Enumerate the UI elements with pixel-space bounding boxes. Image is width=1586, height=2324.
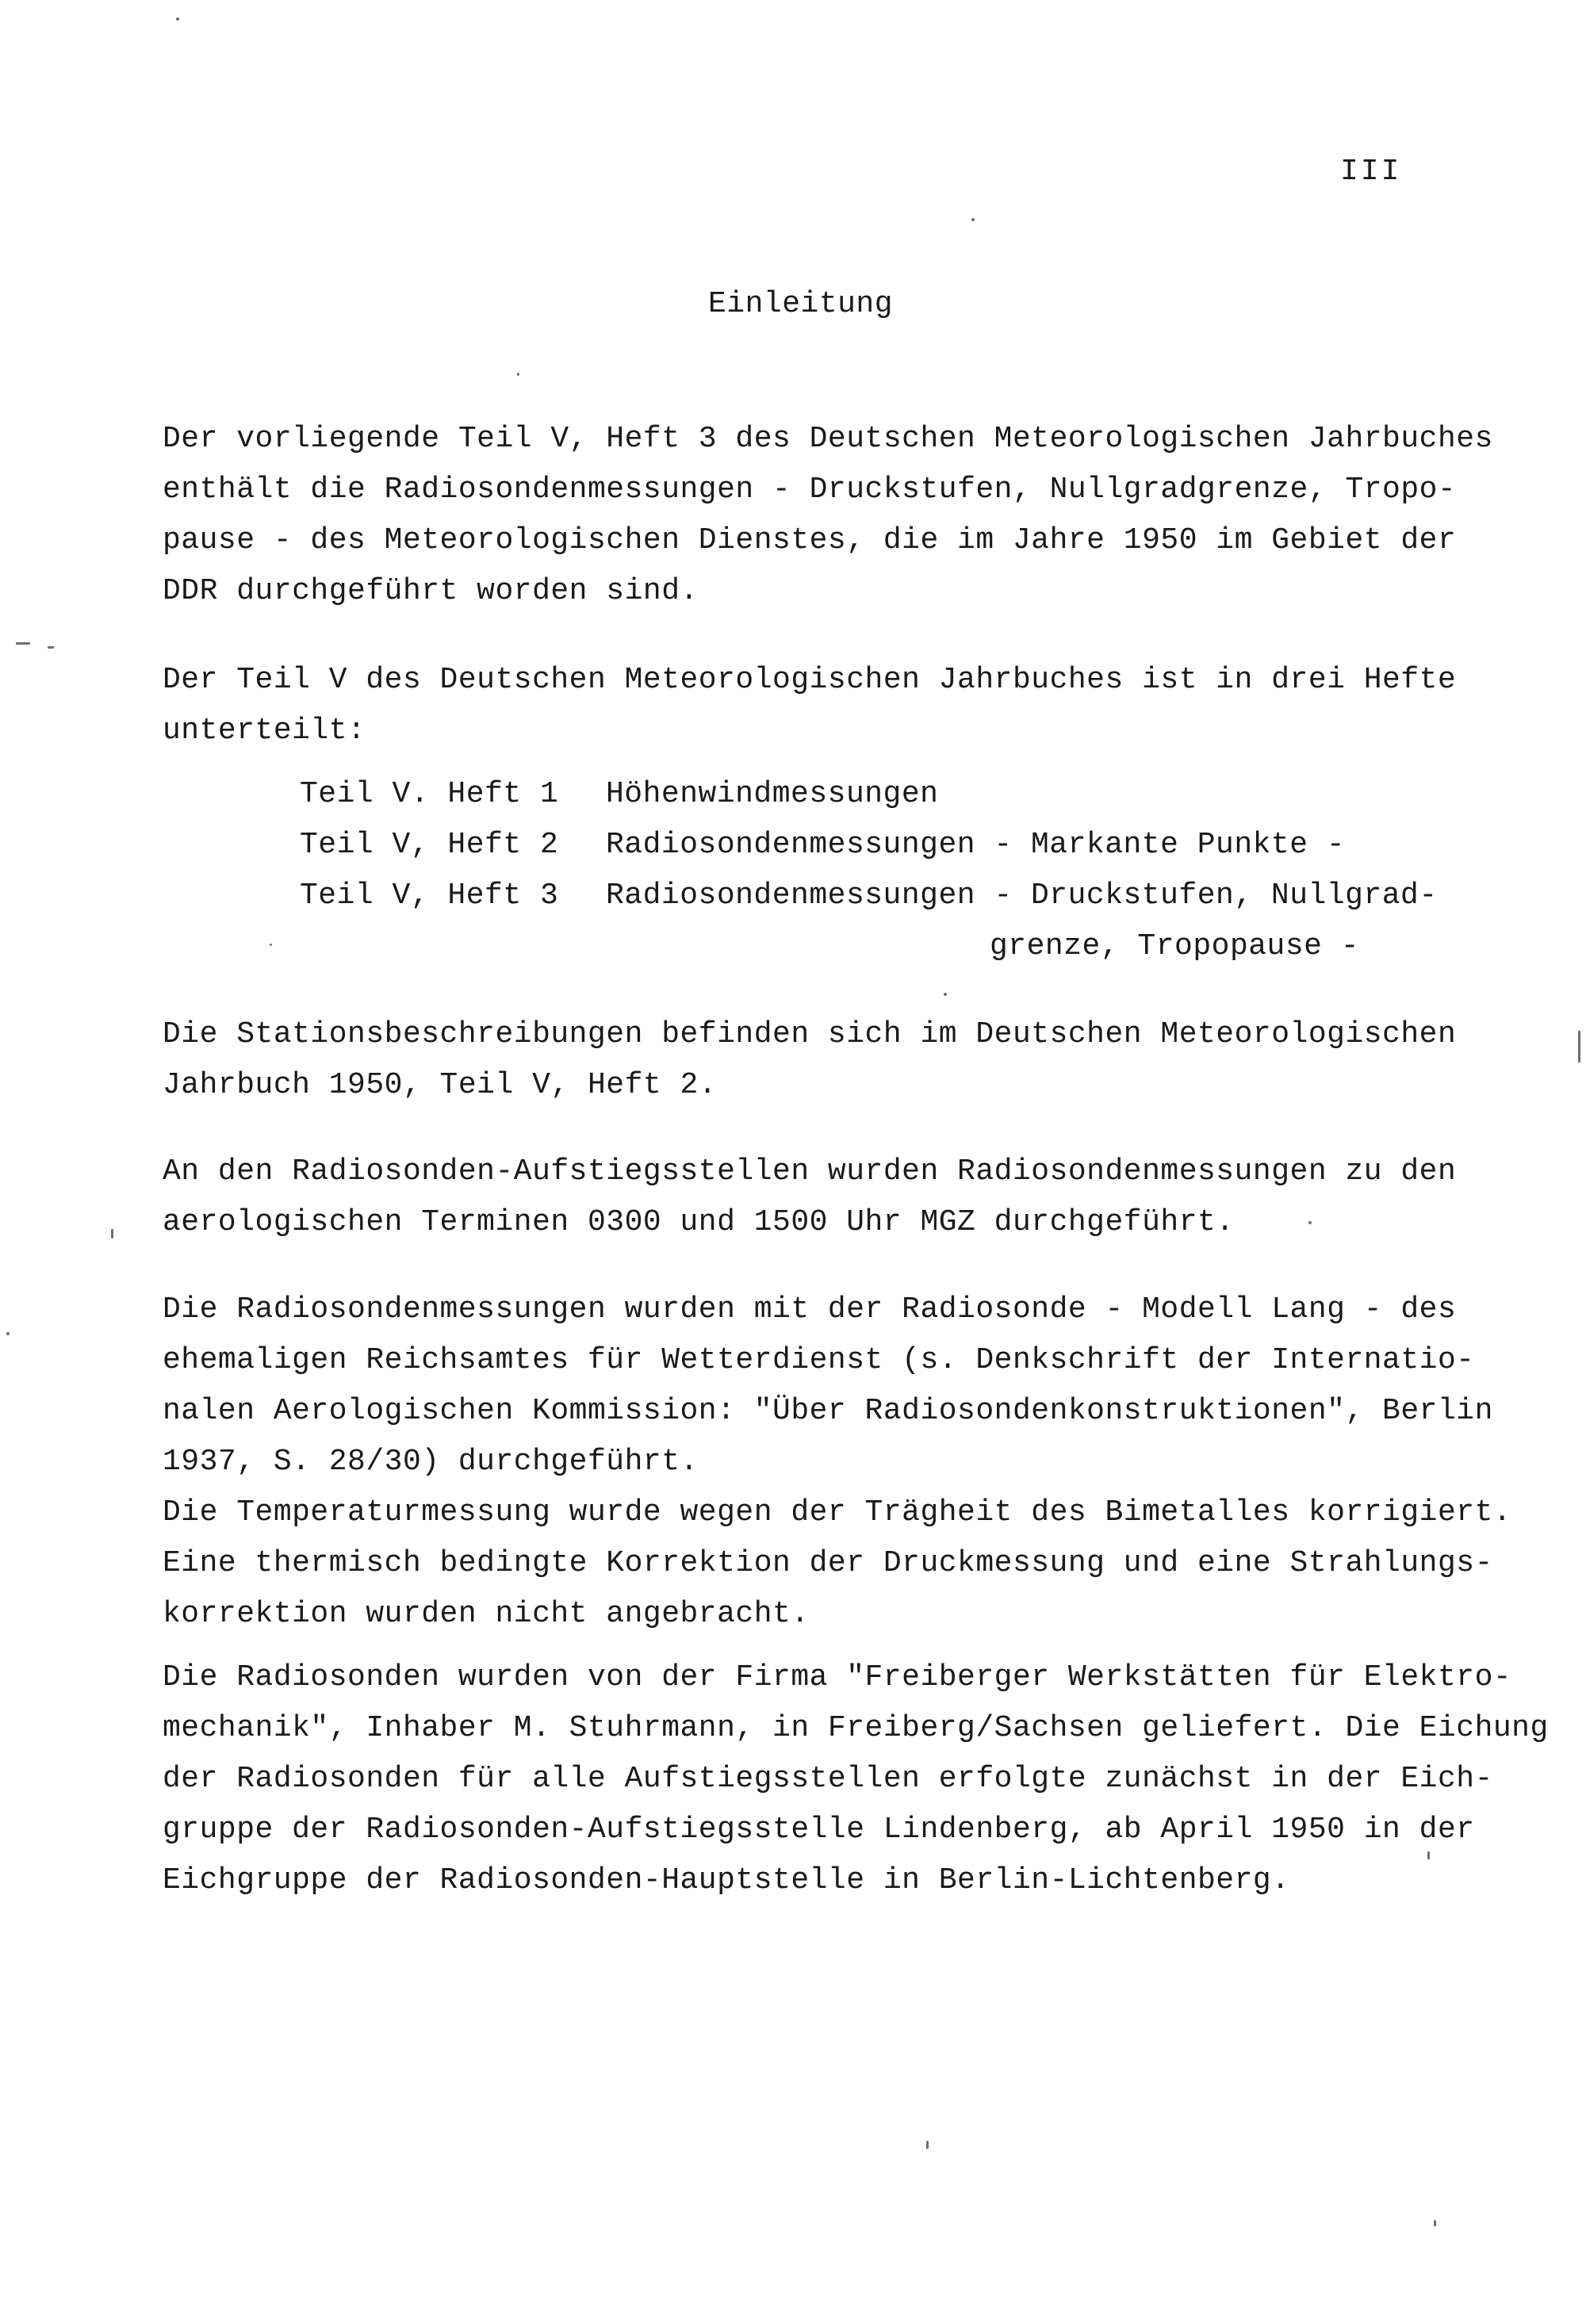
text-line: mechanik", Inhaber M. Stuhrmann, in Freiberg/Sachsen geliefert. Die Eichung (163, 1711, 1549, 1745)
scan-speck (944, 993, 947, 996)
scan-speck (176, 17, 179, 21)
volume-description: Höhenwindmessungen (606, 777, 939, 811)
volume-list (300, 769, 1438, 972)
text-line: Die Radiosondenmessungen wurden mit der Radiosonde - Modell Lang - des (163, 1292, 1457, 1327)
text-line: ehemaligen Reichsamtes für Wetterdienst (s. Denkschrift der Internatio- (163, 1343, 1475, 1377)
scan-speck (111, 1229, 113, 1239)
text-line: DDR durchgeführt worden sind. (163, 574, 699, 608)
paragraph-intro (163, 414, 1493, 617)
volume-row (300, 769, 1410, 820)
text-line: Der Teil V des Deutschen Meteorologischen Jahrbuches ist in drei Hefte (163, 663, 1457, 697)
text-line: Der vorliegende Teil V, Heft 3 des Deutschen Meteorologischen Jahrbuches (163, 422, 1493, 456)
paragraph-stations (163, 1009, 1455, 1111)
volume-label: Teil V. Heft 1 (300, 777, 559, 811)
text-line: der Radiosonden für alle Aufstiegsstellen erfolgte zunächst in der Eich- (163, 1762, 1493, 1796)
text-line: Eichgruppe der Radiosonden-Hauptstelle in Berlin-Lichtenberg. (163, 1863, 1290, 1897)
text-line: gruppe der Radiosonden-Aufstiegsstelle Lindenberg, ab April 1950 in der (163, 1813, 1475, 1847)
text-line: pause - des Meteorologischen Dienstes, die im Jahre 1950 im Gebiet der (163, 523, 1457, 557)
text-line: Die Stationsbeschreibungen befinden sich im Deutschen Meteorologischen (163, 1017, 1457, 1051)
scan-speck (1434, 2220, 1436, 2226)
text-line: unterteilt: (163, 714, 366, 748)
scan-speck (16, 642, 30, 645)
volume-label: Teil V, Heft 2 (300, 828, 559, 862)
text-line: aerologischen Terminen 0300 und 1500 Uhr MGZ durchgeführt. (163, 1205, 1235, 1239)
scan-speck (517, 373, 519, 376)
text-line: enthält die Radiosondenmessungen - Druckstufen, Nullgradgrenze, Tropo- (163, 473, 1457, 507)
text-line: 1937, S. 28/30) durchgeführt. (163, 1445, 699, 1479)
volume-description-continuation: grenze, Tropopause - (990, 929, 1360, 963)
scan-speck (971, 218, 975, 221)
scan-speck (1308, 1221, 1312, 1224)
text-line: An den Radiosonden-Aufstiegsstellen wurden Radiosondenmessungen zu den (163, 1154, 1457, 1189)
paragraph-terms (163, 1147, 1455, 1248)
text-line: Jahrbuch 1950, Teil V, Heft 2. (163, 1068, 718, 1102)
volume-row (300, 871, 1438, 921)
paragraph-method (163, 1285, 1512, 1640)
text-line: Die Radiosonden wurden von der Firma "Freiberger Werkstätten für Elektro- (163, 1660, 1512, 1694)
text-line: nalen Aerologischen Kommission: "Über Radiosondenkonstruktionen", Berlin (163, 1394, 1493, 1428)
paragraph-division (163, 655, 1455, 756)
scan-speck (1578, 1031, 1580, 1062)
scan-speck (270, 944, 272, 946)
volume-description: Radiosondenmessungen - Druckstufen, Nullgrad- (606, 879, 1438, 913)
volume-description: Radiosondenmessungen - Markante Punkte - (606, 828, 1346, 862)
scan-speck (1427, 1851, 1430, 1859)
volume-row (300, 820, 1410, 871)
scan-speck (926, 2141, 929, 2149)
page-title: Einleitung (708, 287, 894, 321)
scan-speck (48, 646, 54, 649)
text-line: Eine thermisch bedingte Korrektion der Druckmessung und eine Strahlungs- (163, 1546, 1493, 1580)
text-line: Die Temperaturmessung wurde wegen der Trägheit des Bimetalles korrigiert. (163, 1495, 1512, 1530)
text-line: korrektion wurden nicht angebracht. (163, 1597, 810, 1631)
page-number: III (1340, 155, 1402, 189)
volume-label: Teil V, Heft 3 (300, 879, 559, 913)
scan-speck (6, 1332, 10, 1335)
paragraph-supplier (163, 1652, 1549, 1906)
